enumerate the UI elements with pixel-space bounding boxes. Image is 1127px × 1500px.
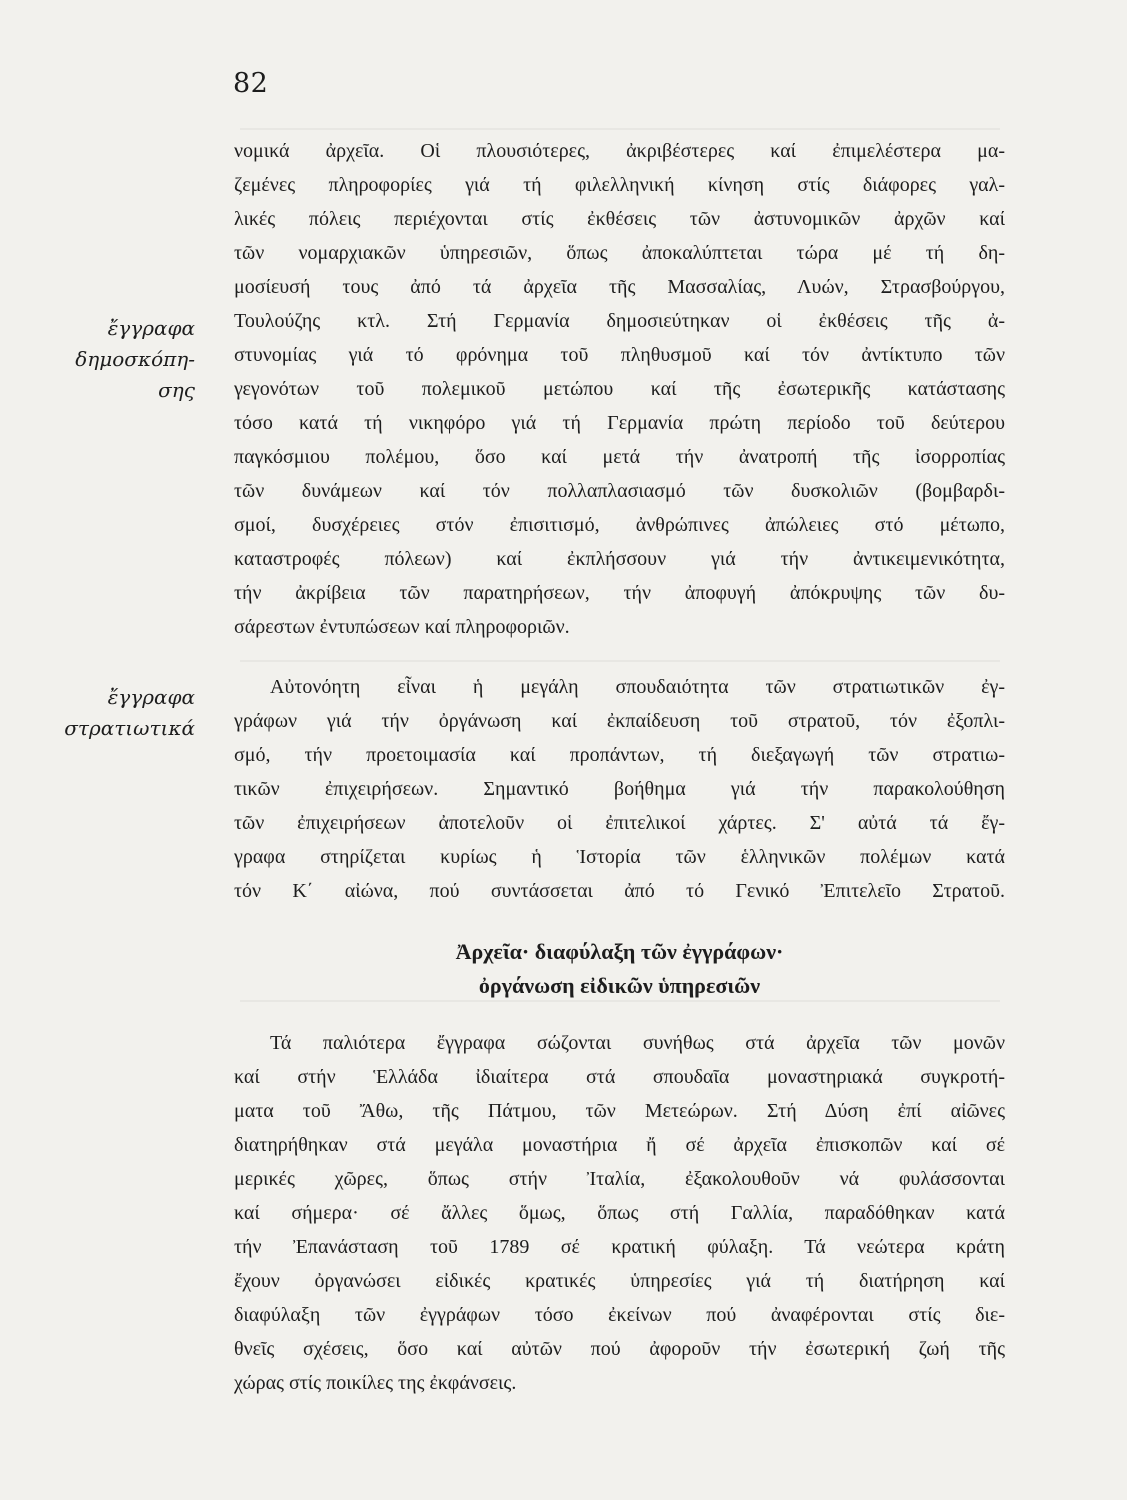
text-line: τῶν ἐπιχειρήσεων ἀποτελοῦν οἱ ἐπιτελικοί χάρτες. Σ' αὐτά τά ἔγ- [234,812,1005,834]
text-line: μερικές χῶρες, ὅπως στήν Ἰταλία, ἐξακολουθοῦν νά φυλάσσονται [234,1168,1005,1190]
text-line: γεγονότων τοῦ πολεμικοῦ μετώπου καί τῆς ἐσωτερικῆς κατάστασης [234,378,1005,400]
text-line: τήν Ἐπανάσταση τοῦ 1789 σέ κρατική φύλαξη. Τά νεώτερα κράτη [234,1236,1005,1258]
text-line: παγκόσμιου πολέμου, ὅσο καί μετά τήν ἀνατροπή τῆς ἰσορροπίας [234,446,1005,468]
text-line: καταστροφές πόλεων) καί ἐκπλήσσουν γιά τήν ἀντικειμενικότητα, [234,548,1005,570]
text-line: διαφύλαξη τῶν ἐγγράφων τόσο ἐκείνων πού ἀναφέρονται στίς διε- [234,1304,1005,1326]
heading-line: ὀργάνωση εἰδικῶν ὑπηρεσιῶν [478,973,761,998]
text-line: γράφων γιά τήν ὀργάνωση καί ἐκπαίδευση τοῦ στρατοῦ, τόν ἐξοπλι- [234,710,1005,732]
text-line: Αὐτονόητη εἶναι ἡ μεγάλη σπουδαιότητα τῶν στρατιωτικῶν ἐγ- [270,676,1005,698]
margin-note-military [40,682,195,744]
text-line: σμοί, δυσχέρειες στόν ἐπισιτισμό, ἀνθρώπινες ἀπώλειες στό μέτωπο, [234,514,1005,536]
text-line: τόν Κ΄ αἰώνα, πού συντάσσεται ἀπό τό Γενικό Ἐπιτελεῖο Στρατοῦ. [234,880,1005,902]
margin-note-line: ἔγγραφα [107,316,195,340]
text-line: ματα τοῦ Ἄθω, τῆς Πάτμου, τῶν Μετεώρων. Στή Δύση ἐπί αἰῶνες [234,1100,1005,1122]
text-line: τῶν νομαρχιακῶν ὑπηρεσιῶν, ὅπως ἀποκαλύπτεται τώρα μέ τή δη- [234,242,1005,264]
show-through [240,128,1000,130]
text-line: Τουλούζης κτλ. Στή Γερμανία δημοσιεύτηκαν οἱ ἐκθέσεις τῆς ἀ- [234,310,1005,332]
text-line: σμό, τήν προετοιμασία καί προπάντων, τή διεξαγωγή τῶν στρατιω- [234,744,1005,766]
text-line: νομικά ἀρχεῖα. Οἱ πλουσιότερες, ἀκριβέστερες καί ἐπιμελέστερα μα- [234,140,1005,162]
margin-note-line: στρατιωτικά [64,716,195,740]
text-line: σάρεστων ἐντυπώσεων καί πληροφοριῶν. [234,616,570,638]
page-number: 82 [233,68,269,99]
text-line: τικῶν ἐπιχειρήσεων. Σημαντικό βοήθημα γιά τήν παρακολούθηση [234,778,1005,800]
text-line: στυνομίας γιά τό φρόνημα τοῦ πληθυσμοῦ καί τόν ἀντίκτυπο τῶν [234,344,1005,366]
margin-note-line: ἔγγραφα [107,685,195,709]
text-line: διατηρήθηκαν στά μεγάλα μοναστήρια ἤ σέ ἀρχεῖα ἐπισκοπῶν καί σέ [234,1134,1005,1156]
show-through [240,660,1000,662]
text-line: ζεμένες πληροφορίες γιά τή φιλελληνική κίνηση στίς διάφορες γαλ- [234,174,1005,196]
text-line: καί σήμερα· σέ ἄλλες ὅμως, ὅπως στή Γαλλία, παραδόθηκαν κατά [234,1202,1005,1224]
text-line: τήν ἀκρίβεια τῶν παρατηρήσεων, τήν ἀποφυγή ἀπόκρυψης τῶν δυ- [234,582,1005,604]
heading-line: Ἀρχεῖα· διαφύλαξη τῶν ἐγγράφων· [455,939,784,964]
text-line: τῶν δυνάμεων καί τόν πολλαπλασιασμό τῶν δυσκολιῶν (βομβαρδι- [234,480,1005,502]
text-line: ἔχουν ὀργανώσει εἰδικές κρατικές ὑπηρεσίες γιά τή διατήρηση καί [234,1270,1005,1292]
text-line: γραφα στηρίζεται κυρίως ἡ Ἱστορία τῶν ἑλληνικῶν πολέμων κατά [234,846,1005,868]
text-line: θνεῖς σχέσεις, ὅσο καί αὐτῶν πού ἀφοροῦν τήν ἐσωτερική ζωή τῆς [234,1338,1005,1360]
text-line: Τά παλιότερα ἔγγραφα σώζονται συνήθως στά ἀρχεῖα τῶν μονῶν [270,1032,1005,1054]
text-line: καί στήν Ἑλλάδα ἰδιαίτερα στά σπουδαῖα μοναστηριακά συγκροτή- [234,1066,1005,1088]
margin-note-line: δημοσκόπη- [75,347,195,371]
text-line: τόσο κατά τή νικηφόρο γιά τή Γερμανία πρώτη περίοδο τοῦ δεύτερου [234,412,1005,434]
margin-note-surveys [40,313,195,406]
text-line: μοσίευσή τους ἀπό τά ἀρχεῖα τῆς Μασσαλίας, Λυών, Στρασβούργου, [234,276,1005,298]
margin-note-line: σης [158,378,195,402]
text-line: χώρας στίς ποικίλες της ἐκφάνσεις. [234,1372,517,1394]
text-line: λικές πόλεις περιέχονται στίς ἐκθέσεις τῶν ἀστυνομικῶν ἀρχῶν καί [234,208,1005,230]
